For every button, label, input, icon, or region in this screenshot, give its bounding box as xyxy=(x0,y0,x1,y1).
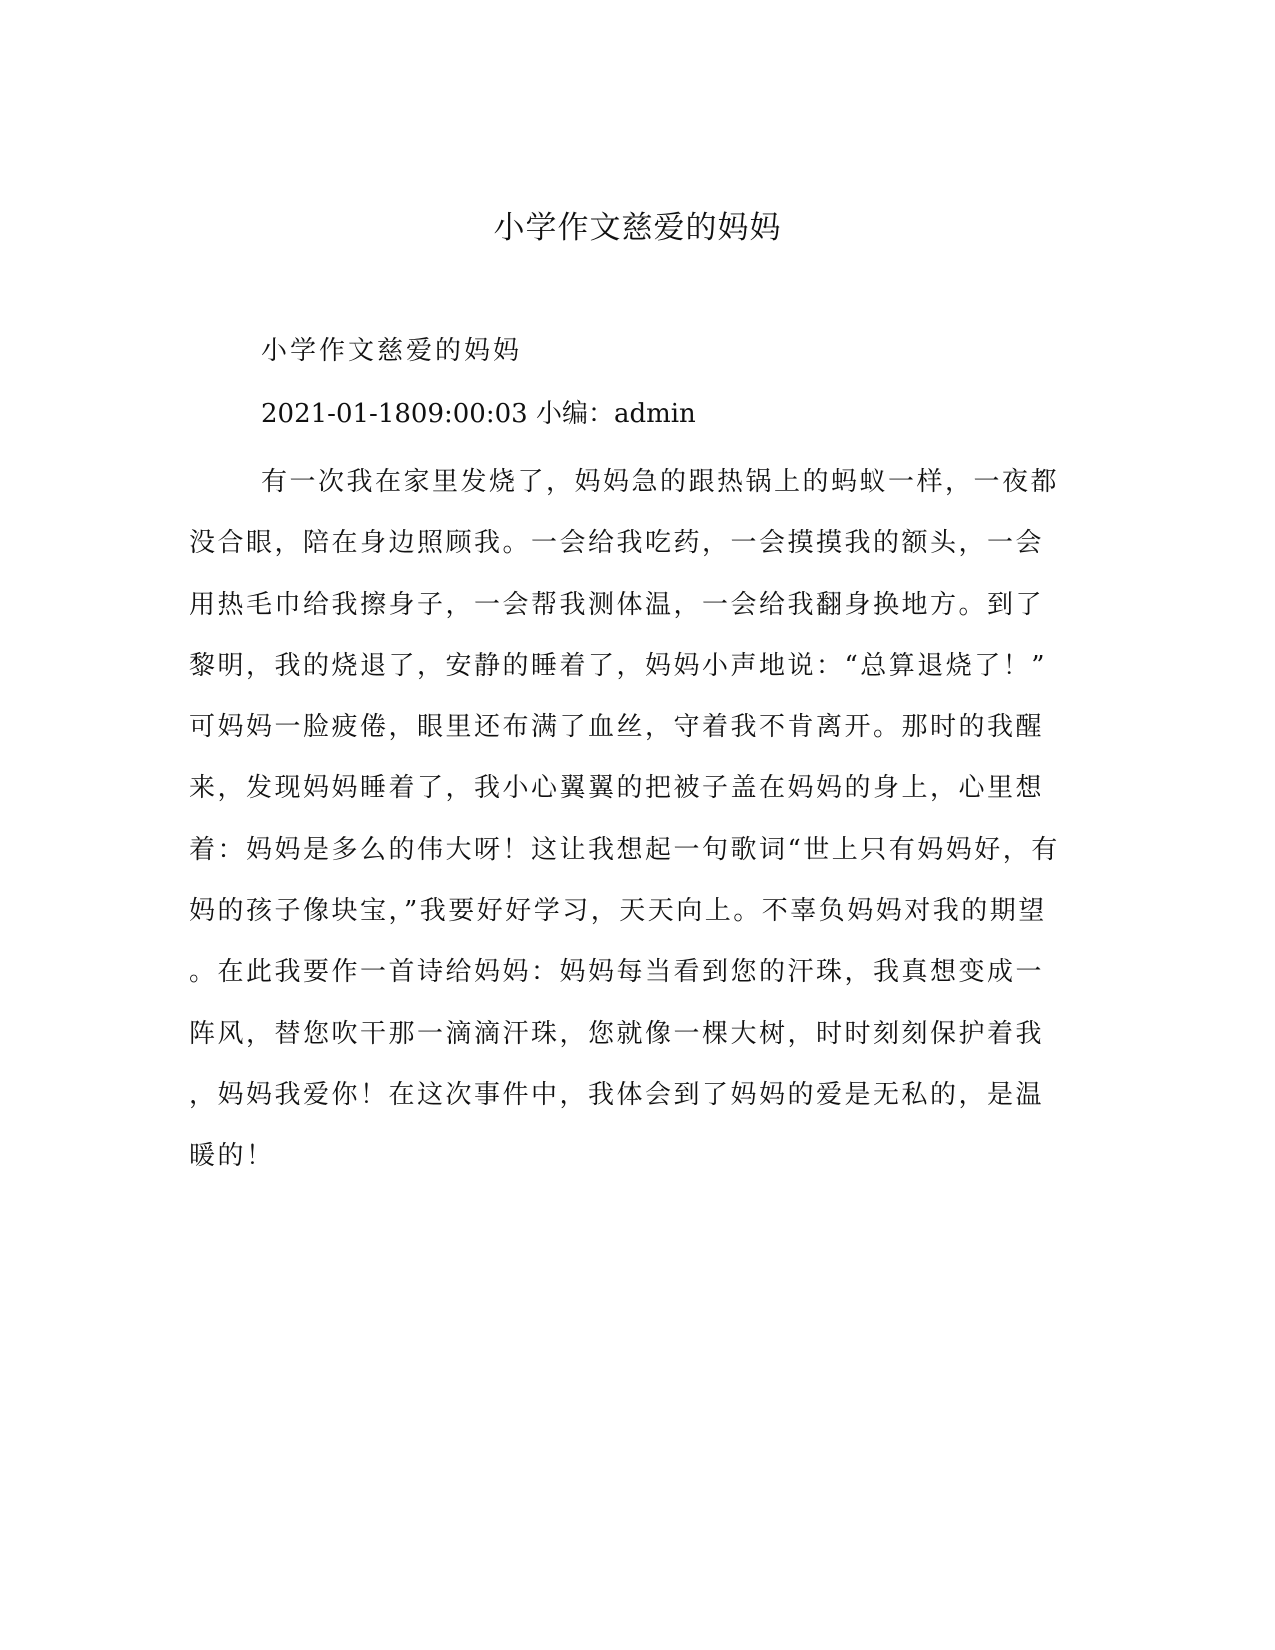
body-line: 有一次我在家里发烧了，妈妈急的跟热锅上的蚂蚁一样，一夜都 xyxy=(261,467,1060,497)
body-line: 来，发现妈妈睡着了，我小心翼翼的把被子盖在妈妈的身上，心里想 xyxy=(189,773,1045,804)
body-line: 阵风，替您吹干那一滴滴汗珠，您就像一棵大树，时时刻刻保护着我 xyxy=(189,1018,1045,1049)
body-line: 没合眼，陪在身边照顾我。一会给我吃药，一会摸摸我的额头，一会 xyxy=(189,528,1045,559)
article-body xyxy=(189,452,1085,1188)
body-line: 用热毛巾给我擦身子，一会帮我测体温，一会给我翻身换地方。到了 xyxy=(189,589,1045,620)
body-line: 可妈妈一脸疲倦，眼里还布满了血丝，守着我不肯离开。那时的我醒 xyxy=(189,712,1045,743)
body-line: 黎明，我的烧退了，安静的睡着了，妈妈小声地说：“总算退烧了！” xyxy=(189,650,1048,681)
body-line: 着：妈妈是多么的伟大呀！这让我想起一句歌词“世上只有妈妈好，有 xyxy=(189,834,1060,865)
body-line: 。在此我要作一首诗给妈妈：妈妈每当看到您的汗珠，我真想变成一 xyxy=(189,957,1045,988)
body-line: 暖的！ xyxy=(189,1141,275,1172)
article-dateline: 2021-01-1809:00:03 小编：admin xyxy=(261,399,696,429)
document-title: 小学作文慈爱的妈妈 xyxy=(493,210,782,246)
body-line: 妈的孩子像块宝，”我要好好学习，天天向上。不辜负妈妈对我的期望 xyxy=(189,896,1047,927)
article-subtitle: 小学作文慈爱的妈妈 xyxy=(261,336,523,366)
body-line: ，妈妈我爱你！在这次事件中，我体会到了妈妈的爱是无私的，是温 xyxy=(189,1079,1045,1110)
